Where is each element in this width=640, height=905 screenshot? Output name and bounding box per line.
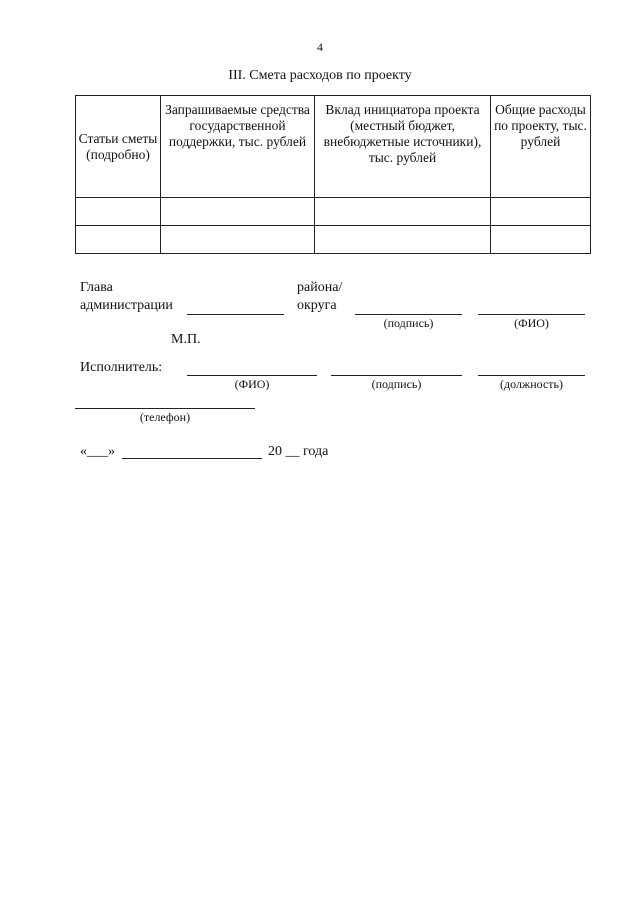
- signature-caption: (подпись): [383, 316, 434, 330]
- date-month-line[interactable]: [122, 458, 262, 459]
- table-cell[interactable]: [315, 226, 491, 254]
- header-cell-items: Статьи сметы (подробно): [76, 96, 161, 198]
- table-cell[interactable]: [161, 198, 315, 226]
- table-cell[interactable]: [491, 198, 591, 226]
- executor-position-caption: (должность): [500, 377, 563, 391]
- header-cell-total-expenses: Общие расходы по проекту, тыс. рублей: [491, 96, 591, 198]
- executor-signature-line[interactable]: [331, 375, 462, 376]
- head-signature-line[interactable]: [355, 314, 462, 315]
- head-title-line1: Глава: [80, 280, 113, 295]
- fio-caption: (ФИО): [514, 316, 549, 330]
- section-title: III. Смета расходов по проекту: [228, 68, 412, 83]
- executor-signature-caption: (подпись): [371, 377, 422, 391]
- head-title-line2: администрации: [80, 298, 173, 313]
- table-cell[interactable]: [315, 198, 491, 226]
- table-row: [76, 226, 591, 254]
- head-fio-line[interactable]: [478, 314, 585, 315]
- table-cell[interactable]: [161, 226, 315, 254]
- date-year: 20 __ года: [268, 444, 329, 459]
- page-number: 4: [317, 40, 323, 54]
- executor-label: Исполнитель:: [80, 360, 163, 375]
- phone-caption: (телефон): [139, 410, 191, 424]
- stamp-placeholder: М.П.: [171, 332, 201, 347]
- head-blank-line[interactable]: [187, 314, 284, 315]
- district-label-line1: района/: [297, 280, 343, 295]
- executor-fio-caption: (ФИО): [234, 377, 270, 391]
- table-row: [76, 198, 591, 226]
- executor-fio-line[interactable]: [187, 375, 317, 376]
- table-cell[interactable]: [491, 226, 591, 254]
- estimate-table: [75, 95, 591, 254]
- executor-position-line[interactable]: [478, 375, 585, 376]
- phone-line[interactable]: [75, 408, 255, 409]
- district-label-line2: округа: [297, 298, 337, 313]
- header-cell-initiator-contribution: Вклад инициатора проекта (местный бюджет, внебюджетные источники), тыс. рублей: [315, 96, 491, 198]
- header-cell-requested-funds: Запрашиваемые средства государственной поддержки, тыс. рублей: [161, 96, 315, 198]
- table-cell[interactable]: [76, 226, 161, 254]
- table-cell[interactable]: [76, 198, 161, 226]
- table-header-row: [76, 96, 591, 198]
- date-day: «___»: [80, 444, 115, 459]
